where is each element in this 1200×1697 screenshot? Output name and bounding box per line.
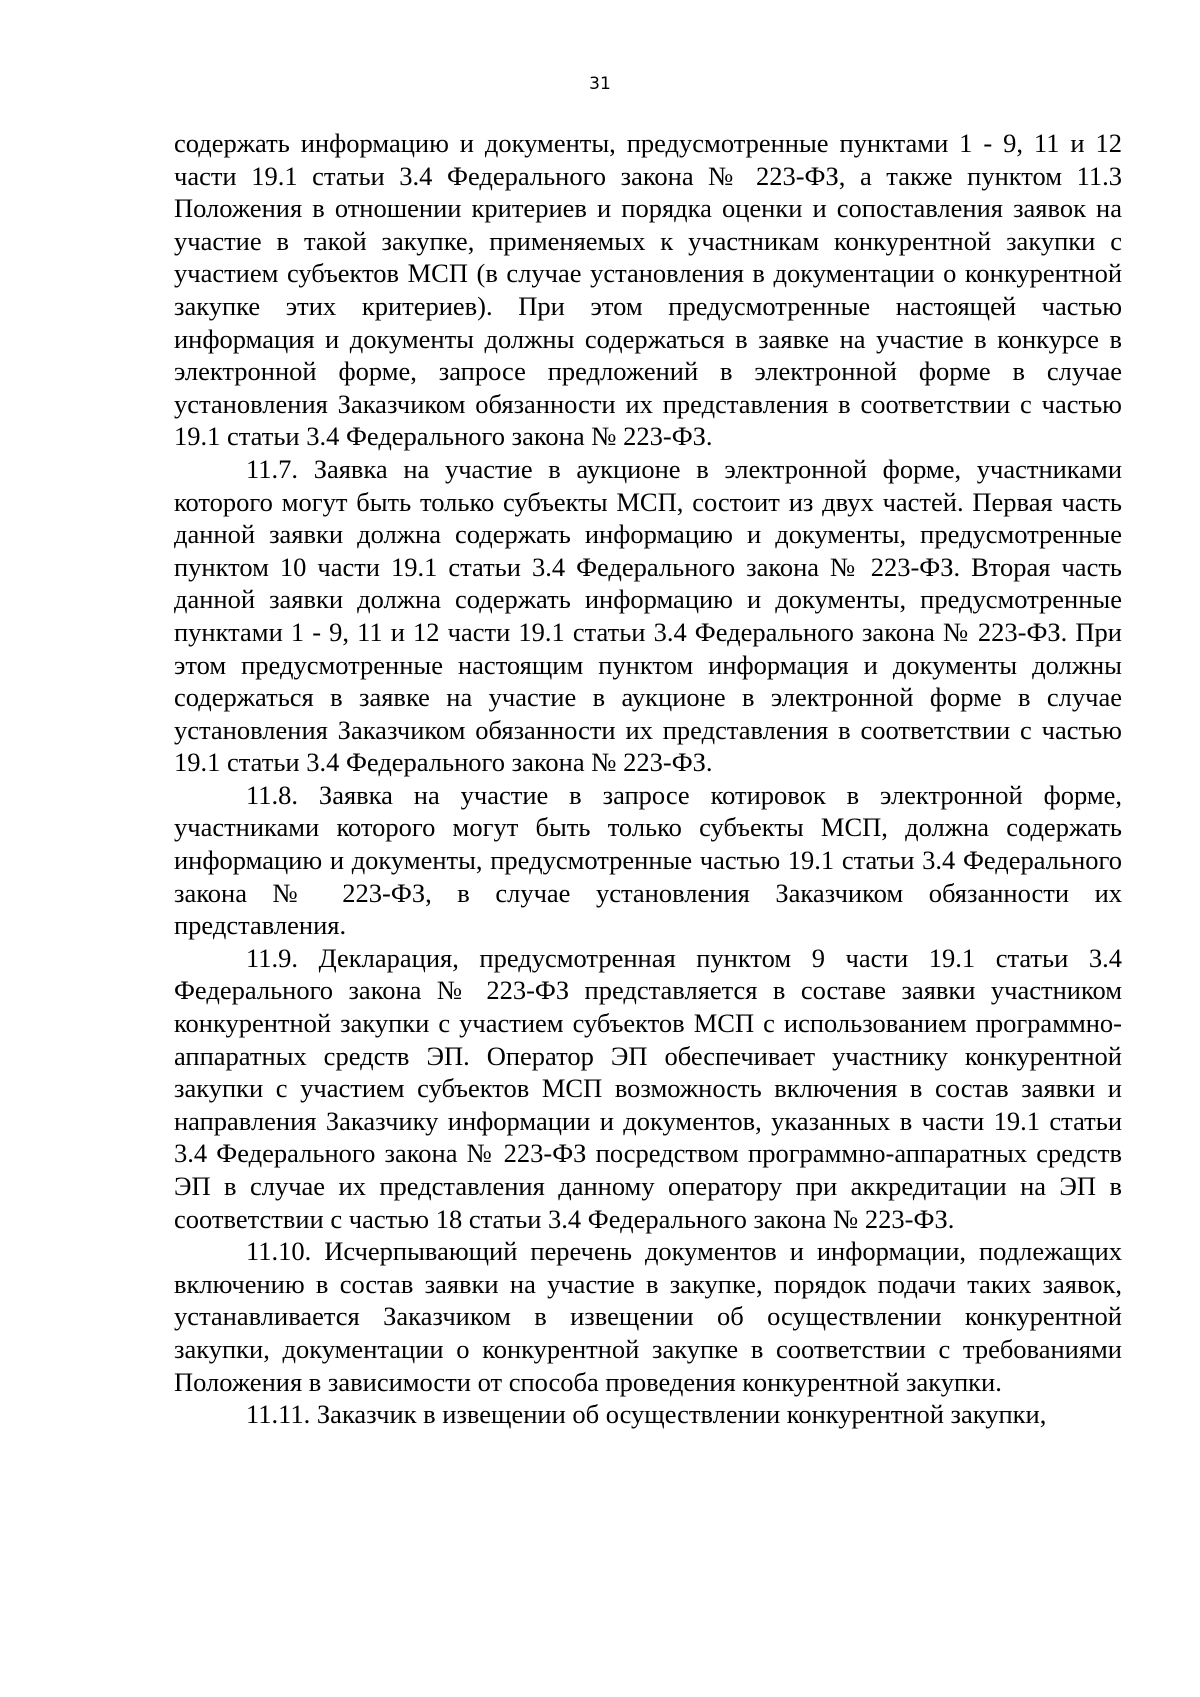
paragraph-11-7: 11.7. Заявка на участие в аукционе в электронной форме, участниками которого могут быть только субъекты МСП, состоит из двух частей. Первая часть данной заявки должна содержать информацию и документы, предусмотренные пунктом 10 части 19.1 статьи 3.4 Федерального закона № 223-ФЗ. Вторая часть данной заявки должна содержать информацию и документы, предусмотренные пунктами 1 - 9, 11 и 12 части 19.1 статьи 3.4 Федерального закона № 223-ФЗ. При этом предусмотренные настоящим пунктом информация и документы должны содержаться в заявке на участие в аукционе в электронной форме в случае установления Заказчиком обязанности их представления в соответствии с частью 19.1 статьи 3.4 Федерального закона № 223-ФЗ.	[174, 453, 1122, 778]
paragraph-continuation: содержать информацию и документы, предусмотренные пунктами 1 - 9, 11 и 12 части 19.1 статьи 3.4 Федерального закона № 223-ФЗ, а также пунктом 11.3 Положения в отношении критериев и порядка оценки и сопоставления заявок на участие в такой закупке, применяемых к участникам конкурентной закупки с участием субъектов МСП (в случае установления в документации о конкурентной закупке этих критериев). При этом предусмотренные настоящей частью информация и документы должны содержаться в заявке на участие в конкурсе в электронной форме, запросе предложений в электронной форме в случае установления Заказчиком обязанности их представления в соответствии с частью 19.1 статьи 3.4 Федерального закона № 223-ФЗ.	[174, 128, 1122, 452]
paragraph-11-9: 11.9. Декларация, предусмотренная пунктом 9 части 19.1 статьи 3.4 Федерального закона № 223-ФЗ представляется в составе заявки участником конкурентной закупки с участием субъектов МСП с использованием программно-аппаратных средств ЭП. Оператор ЭП обеспечивает участнику конкурентной закупки с участием субъектов МСП возможность включения в состав заявки и направления Заказчику информации и документов, указанных в части 19.1 статьи 3.4 Федерального закона № 223-ФЗ посредством программно-аппаратных средств ЭП в случае их представления данному оператору при аккредитации на ЭП в соответствии с частью 18 статьи 3.4 Федерального закона № 223-ФЗ.	[174, 942, 1122, 1234]
paragraph-11-11: 11.11. Заказчик в извещении об осуществлении конкурентной закупки,	[246, 1399, 1047, 1430]
page-number: 31	[589, 74, 611, 94]
paragraph-11-10: 11.10. Исчерпывающий перечень документов и информации, подлежащих включению в состав заявки на участие в закупке, порядок подачи таких заявок, устанавливается Заказчиком в извещении об осуществлении конкурентной закупки, документации о конкурентной закупке в соответствии с требованиями Положения в зависимости от способа проведения конкурентной закупки.	[174, 1236, 1122, 1397]
document-body	[174, 127, 1122, 1431]
paragraph-11-8: 11.8. Заявка на участие в запросе котировок в электронной форме, участниками которого могут быть только субъекты МСП, должна содержать информацию и документы, предусмотренные частью 19.1 статьи 3.4 Федерального закона № 223-ФЗ, в случае установления Заказчиком обязанности их представления.	[174, 779, 1122, 941]
